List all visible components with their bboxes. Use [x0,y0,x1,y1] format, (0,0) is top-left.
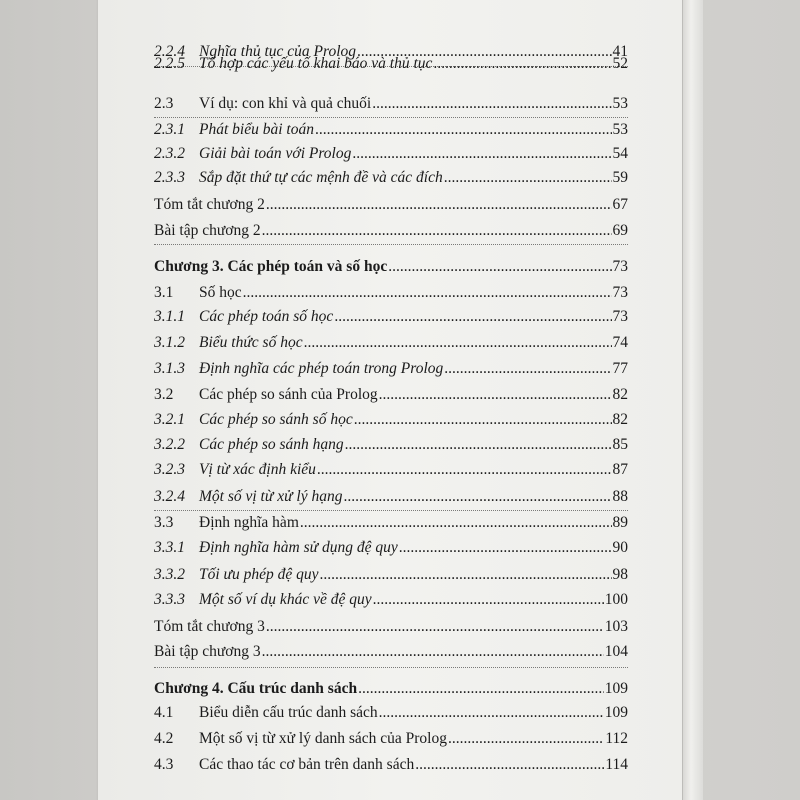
toc-page: 89 [612,514,628,531]
toc-title: Các phép so sánh của Prolog [199,386,378,403]
toc-number: 4.3 [154,756,174,773]
toc-page: 53 [612,121,628,138]
toc-entry [154,618,628,640]
toc-entry [154,222,628,244]
toc-number: 3.2.2 [154,436,185,453]
toc-title: Tóm tắt chương 2 [154,196,265,213]
toc-page: 52 [612,55,628,72]
toc-page: 87 [612,461,628,478]
toc-title: Biểu thức số học [199,334,303,351]
toc-entry [154,169,628,191]
toc-leader [379,704,604,722]
toc-title: Một số ví dụ khác về đệ quy [199,591,372,608]
toc-page: 41 [612,43,628,60]
toc-page: 98 [612,566,628,583]
toc-number: 3.1.2 [154,334,185,351]
toc-leader [379,386,612,404]
toc-page: 53 [612,95,628,112]
toc-title: Các thao tác cơ bản trên danh sách [199,756,415,773]
toc-title: Định nghĩa các phép toán trong Prolog [199,360,444,377]
toc-number: 3.2.4 [154,488,185,505]
toc-chapter [154,258,628,280]
toc-chapter [154,680,628,702]
toc-leader [415,756,604,774]
toc-number: 3.3 [154,514,174,531]
toc-page: 73 [612,308,628,325]
toc-title: Biểu diễn cấu trúc danh sách [199,704,378,721]
toc-page: 100 [604,591,628,608]
toc-page: 74 [612,334,628,351]
toc-chapter-title: Chương 3. Các phép toán và số học [154,258,388,275]
toc-entry [154,730,628,752]
toc-leader [315,121,612,139]
toc-number: 2.3.1 [154,121,185,138]
toc-leader [343,488,611,506]
toc-entry [154,461,628,483]
toc-entry [154,145,628,167]
toc-leader [358,680,604,698]
toc-page: 104 [604,643,628,660]
toc-entry [154,284,628,306]
toc-title: Một số vị từ xử lý danh sách của Prolog [199,730,447,747]
toc-leader [262,643,604,661]
toc-entry [154,704,628,726]
toc-title: Phát biểu bài toán [199,121,314,138]
toc-number: 3.3.2 [154,566,185,583]
toc-leader [433,55,611,73]
dotted-rule [154,244,628,245]
toc-number: 3.3.1 [154,539,185,556]
toc-title: Tóm tắt chương 3 [154,618,265,635]
toc-entry [154,196,628,218]
toc-title: Sắp đặt thứ tự các mệnh đề và các đích [199,169,443,186]
toc-chapter-title: Chương 4. Cấu trúc danh sách [154,680,358,697]
toc-page: 109 [604,704,628,721]
toc-title: Nghĩa thủ tục của Prolog [199,43,356,60]
toc-number: 3.1.1 [154,308,185,325]
toc-number: 3.2.1 [154,411,185,428]
toc-page: 82 [612,386,628,403]
toc-leader [372,95,611,113]
toc-leader [388,258,611,276]
toc-leader [320,566,612,584]
toc-page: 114 [605,756,628,773]
toc-number: 2.3 [154,95,174,112]
toc-entry [154,539,628,561]
toc-entry [154,411,628,433]
toc-page: 77 [612,360,628,377]
toc-title: Tổ hợp các yếu tố khai báo và thủ tục [199,55,433,72]
toc-entry [154,308,628,330]
toc-leader [448,730,604,748]
toc-leader [243,284,612,302]
toc-leader [262,222,612,240]
dotted-rule [154,667,628,668]
toc-page: 59 [612,169,628,186]
toc-leader [300,514,612,532]
dotted-rule [154,117,628,118]
toc-title: Các phép toán số học [199,308,334,325]
toc-number: 4.2 [154,730,174,747]
toc-entry [154,436,628,458]
toc-leader [354,411,612,429]
toc-title: Các phép so sánh hạng [199,436,344,453]
toc-page: 54 [612,145,628,162]
toc-entry [154,566,628,588]
toc-leader [399,539,612,557]
toc-page: 82 [612,411,628,428]
toc-title: Định nghĩa hàm [199,514,299,531]
dotted-rule [154,510,628,511]
toc-page: 103 [604,618,628,635]
toc-title: Bài tập chương 2 [154,222,261,239]
toc-number: 2.3.2 [154,145,185,162]
toc-entry [154,591,628,613]
toc-entry [154,360,628,382]
toc-title: Vị từ xác định kiểu [199,461,316,478]
toc-leader [304,334,612,352]
toc-number: 4.1 [154,704,174,721]
toc-leader [444,360,611,378]
toc-entry [154,756,628,778]
toc-title: Giải bài toán với Prolog [199,145,352,162]
toc-leader [444,169,612,187]
toc-title: Một số vị từ xử lý hạng [199,488,343,505]
toc-number: 3.2.3 [154,461,185,478]
toc-page: 112 [605,730,628,747]
toc-page: 88 [612,488,628,505]
toc-title: Định nghĩa hàm sử dụng đệ quy [199,539,398,556]
toc-leader [373,591,604,609]
toc-page: 109 [604,680,628,697]
toc-page: 73 [612,258,628,275]
toc-entry [154,386,628,408]
toc-page: 73 [612,284,628,301]
toc-title: Các phép so sánh số học [199,411,353,428]
toc-entry [154,643,628,665]
toc-leader [345,436,612,454]
toc-leader [334,308,611,326]
toc-entry [154,121,628,143]
toc-page: 85 [612,436,628,453]
toc-page: 90 [612,539,628,556]
toc-entry [154,334,628,356]
toc-leader [352,145,611,163]
toc-leader [266,196,612,214]
toc-title: Bài tập chương 3 [154,643,261,660]
toc-leader [317,461,612,479]
toc-entry [154,514,628,536]
toc-title: Ví dụ: con khỉ và quả chuối [199,95,372,112]
toc-title: Số học [199,284,242,301]
toc-entry [154,488,628,510]
toc-number: 3.3.3 [154,591,185,608]
toc-page: 67 [612,196,628,213]
toc-number: 3.1.3 [154,360,185,377]
toc-title: Tối ưu phép đệ quy [199,566,319,583]
toc-page: 69 [612,222,628,239]
toc-number: 2.2.4 [154,43,185,60]
toc-number: 3.1 [154,284,174,301]
toc-number: 2.3.3 [154,169,185,186]
toc-entry [154,95,628,117]
toc-number: 3.2 [154,386,174,403]
toc-entry [154,55,628,77]
toc-leader [266,618,604,636]
toc-number: 2.2.5 [154,55,185,72]
